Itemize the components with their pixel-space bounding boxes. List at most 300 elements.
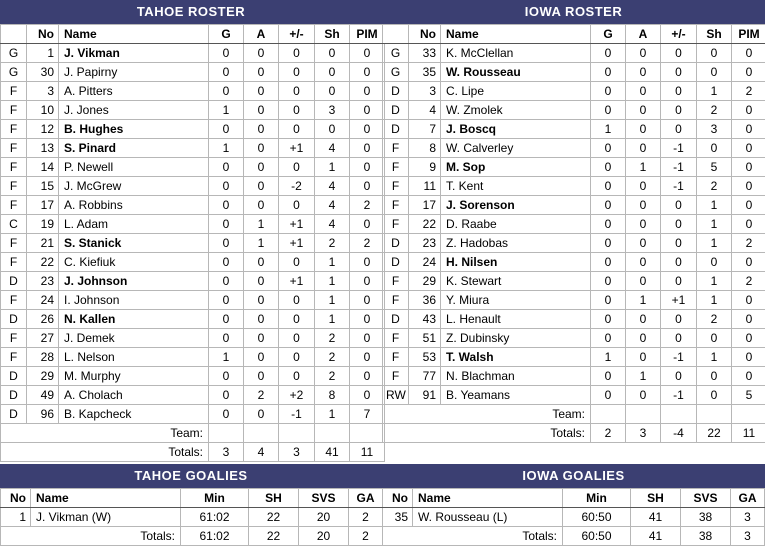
table-row[interactable] [383,272,765,291]
iowa-goalies-header-row [383,489,765,508]
table-row[interactable] [1,329,385,348]
player-position: C [1,215,27,234]
player-name: S. Pinard [59,139,209,158]
column-header-g: G [591,25,626,44]
column-header-ga: GA [731,489,765,508]
table-row[interactable] [1,367,385,386]
column-header-no: No [1,489,31,508]
player-shots: 0 [697,386,732,405]
column-header-name: Name [59,25,209,44]
player-plusminus: -1 [661,177,697,196]
player-pim: 0 [350,158,385,177]
player-name: J. McGrew [59,177,209,196]
player-position: F [1,196,27,215]
player-plusminus: +1 [661,291,697,310]
iowa-goalies-title: IOWA GOALIES [382,464,765,488]
goalie-number: 35 [383,508,413,527]
player-number: 19 [27,215,59,234]
goalie-saves: 38 [681,508,731,527]
player-pim: 0 [732,196,765,215]
goalie-row[interactable] [1,508,383,527]
player-goals: 0 [209,234,244,253]
player-plusminus: 0 [661,82,697,101]
player-shots: 1 [697,234,732,253]
goalie-totals-saves: 38 [681,527,731,546]
player-assists: 0 [244,329,279,348]
iowa-roster-table [382,24,765,443]
totals-plusminus: -4 [661,424,697,443]
player-assists: 0 [626,215,661,234]
player-goals: 1 [209,139,244,158]
table-row[interactable] [383,291,765,310]
table-row[interactable] [1,101,385,120]
player-pim: 0 [732,44,765,63]
player-name: W. Calverley [441,139,591,158]
player-pim: 0 [350,367,385,386]
player-shots: 4 [315,177,350,196]
table-row[interactable] [1,405,385,424]
goalie-shots: 41 [631,508,681,527]
player-position: F [1,329,27,348]
player-assists: 1 [244,234,279,253]
player-pim: 2 [350,234,385,253]
player-pim: 2 [732,82,765,101]
player-shots: 3 [315,101,350,120]
table-row[interactable] [383,120,765,139]
player-pim: 0 [350,177,385,196]
player-assists: 0 [244,272,279,291]
player-name: J. Sorenson [441,196,591,215]
team-pim [732,405,765,424]
player-number: 43 [409,310,441,329]
player-pim: 5 [732,386,765,405]
player-assists: 0 [244,310,279,329]
player-number: 14 [27,158,59,177]
player-plusminus: 0 [279,120,315,139]
player-goals: 0 [591,196,626,215]
column-header-plusminus: +/- [279,25,315,44]
player-shots: 8 [315,386,350,405]
player-pim: 0 [350,63,385,82]
player-goals: 0 [591,101,626,120]
table-row[interactable] [1,177,385,196]
player-name: A. Robbins [59,196,209,215]
player-assists: 1 [244,215,279,234]
table-row[interactable] [383,196,765,215]
player-pim: 0 [350,120,385,139]
player-plusminus: 0 [279,158,315,177]
player-shots: 1 [697,215,732,234]
player-assists: 0 [244,367,279,386]
goalie-minutes: 61:02 [181,508,249,527]
player-plusminus: +1 [279,272,315,291]
totals-label: Totals: [1,443,209,462]
player-name: H. Nilsen [441,253,591,272]
table-row[interactable] [383,63,765,82]
player-position: F [1,120,27,139]
player-name: J. Jones [59,101,209,120]
goalie-totals-shots: 41 [631,527,681,546]
player-plusminus: -1 [661,386,697,405]
player-goals: 0 [209,367,244,386]
table-row[interactable] [1,63,385,82]
player-name: A. Cholach [59,386,209,405]
table-row[interactable] [383,234,765,253]
team-shots [315,424,350,443]
column-header-pim: PIM [732,25,765,44]
player-shots: 0 [315,44,350,63]
totals-shots: 22 [697,424,732,443]
player-goals: 0 [591,139,626,158]
table-row[interactable] [383,44,765,63]
player-pim: 0 [732,310,765,329]
tahoe-roster-table [0,24,385,462]
table-row[interactable] [1,215,385,234]
iowa-goalies-block [382,464,765,546]
player-position: F [1,82,27,101]
player-pim: 0 [732,329,765,348]
goalie-totals-shots: 22 [249,527,299,546]
player-number: 3 [27,82,59,101]
tahoe-roster-title: TAHOE ROSTER [0,0,382,24]
player-number: 13 [27,139,59,158]
player-name: W. Rousseau [441,63,591,82]
table-row[interactable] [383,386,765,405]
column-header-g: G [209,25,244,44]
player-number: 30 [27,63,59,82]
player-pim: 0 [732,367,765,386]
player-number: 4 [409,101,441,120]
player-shots: 2 [315,234,350,253]
player-position: F [383,348,409,367]
table-row[interactable] [1,158,385,177]
player-assists: 0 [244,348,279,367]
column-header-sh: Sh [315,25,350,44]
player-goals: 1 [209,348,244,367]
table-row[interactable] [383,177,765,196]
totals-pim: 11 [350,443,385,462]
player-assists: 0 [626,44,661,63]
player-position: D [383,234,409,253]
player-plusminus: -1 [661,158,697,177]
player-plusminus: 0 [661,101,697,120]
player-shots: 2 [697,310,732,329]
table-row[interactable] [383,158,765,177]
player-plusminus: -2 [279,177,315,196]
player-number: 91 [409,386,441,405]
table-row[interactable] [383,329,765,348]
player-plusminus: 0 [661,44,697,63]
player-name: B. Yeamans [441,386,591,405]
player-position: F [1,291,27,310]
player-assists: 0 [626,177,661,196]
goalie-totals-goals-against: 3 [731,527,765,546]
player-number: 24 [409,253,441,272]
table-row[interactable] [1,44,385,63]
player-name: J. Vikman [59,44,209,63]
player-pim: 0 [350,272,385,291]
player-number: 29 [27,367,59,386]
goalies-section [0,464,765,546]
totals-assists: 3 [626,424,661,443]
player-plusminus: 0 [661,367,697,386]
player-position: F [1,158,27,177]
player-plusminus: +2 [279,386,315,405]
table-row[interactable] [1,120,385,139]
player-plusminus: -1 [661,139,697,158]
player-name: S. Stanick [59,234,209,253]
table-row[interactable] [1,139,385,158]
player-goals: 0 [591,158,626,177]
totals-row [383,424,765,443]
player-name: M. Murphy [59,367,209,386]
player-position: D [1,367,27,386]
player-number: 11 [409,177,441,196]
table-row[interactable] [383,310,765,329]
player-plusminus: 0 [279,310,315,329]
player-shots: 0 [697,253,732,272]
player-pim: 0 [732,348,765,367]
player-pim: 2 [350,196,385,215]
player-assists: 0 [626,329,661,348]
table-row[interactable] [383,367,765,386]
iowa-goalies-table [382,488,765,546]
player-goals: 0 [591,253,626,272]
team-goals [591,405,626,424]
table-row[interactable] [1,310,385,329]
player-position: F [1,101,27,120]
player-pim: 0 [732,63,765,82]
column-header-name: Name [31,489,181,508]
player-plusminus: +1 [279,139,315,158]
player-plusminus: -1 [661,348,697,367]
totals-assists: 4 [244,443,279,462]
column-header-min: Min [181,489,249,508]
player-goals: 0 [209,386,244,405]
table-row[interactable] [1,82,385,101]
player-name: L. Adam [59,215,209,234]
player-shots: 2 [315,348,350,367]
table-row[interactable] [1,348,385,367]
player-number: 3 [409,82,441,101]
table-row[interactable] [383,215,765,234]
player-name: Y. Miura [441,291,591,310]
player-goals: 1 [591,348,626,367]
player-number: 22 [27,253,59,272]
player-number: 33 [409,44,441,63]
goalie-row[interactable] [383,508,765,527]
tahoe-roster-header-row [1,25,385,44]
table-row[interactable] [1,234,385,253]
player-number: 51 [409,329,441,348]
player-position: F [1,177,27,196]
player-goals: 0 [209,215,244,234]
player-name: B. Hughes [59,120,209,139]
player-goals: 0 [209,329,244,348]
player-number: 23 [409,234,441,253]
player-assists: 0 [244,158,279,177]
player-plusminus: -1 [279,405,315,424]
player-shots: 2 [697,177,732,196]
player-number: 77 [409,367,441,386]
player-assists: 1 [626,158,661,177]
goalie-shots: 22 [249,508,299,527]
column-header-min: Min [563,489,631,508]
player-position: F [383,215,409,234]
goalie-saves: 20 [299,508,349,527]
player-name: N. Kallen [59,310,209,329]
player-pim: 0 [732,291,765,310]
goalie-minutes: 60:50 [563,508,631,527]
player-goals: 1 [591,120,626,139]
player-pim: 0 [732,101,765,120]
team-assists [244,424,279,443]
table-row[interactable] [1,386,385,405]
team-plusminus [661,405,697,424]
player-assists: 0 [626,386,661,405]
player-goals: 0 [591,82,626,101]
player-position: F [1,139,27,158]
player-number: 27 [27,329,59,348]
player-goals: 0 [209,177,244,196]
player-plusminus: 0 [661,310,697,329]
player-pim: 0 [732,215,765,234]
player-name: C. Lipe [441,82,591,101]
table-row[interactable] [1,272,385,291]
player-assists: 0 [244,44,279,63]
player-position: F [383,158,409,177]
player-name: L. Nelson [59,348,209,367]
totals-pim: 11 [732,424,765,443]
column-header-position [1,25,27,44]
player-name: W. Zmolek [441,101,591,120]
player-goals: 0 [591,386,626,405]
player-goals: 0 [591,44,626,63]
player-position: G [1,63,27,82]
player-plusminus: 0 [279,63,315,82]
player-goals: 0 [591,291,626,310]
column-header-sh: SH [249,489,299,508]
player-assists: 0 [626,348,661,367]
player-number: 9 [409,158,441,177]
totals-plusminus: 3 [279,443,315,462]
player-number: 1 [27,44,59,63]
player-plusminus: 0 [279,44,315,63]
player-shots: 1 [697,196,732,215]
tahoe-goalies-table [0,488,383,546]
tahoe-goalies-block [0,464,382,546]
player-assists: 0 [244,291,279,310]
player-name: L. Henault [441,310,591,329]
player-assists: 0 [244,139,279,158]
player-pim: 0 [350,310,385,329]
goalie-totals-row [383,527,765,546]
totals-shots: 41 [315,443,350,462]
player-shots: 0 [697,367,732,386]
player-shots: 1 [315,272,350,291]
column-header-a: A [626,25,661,44]
player-assists: 0 [244,120,279,139]
table-row[interactable] [383,82,765,101]
table-row[interactable] [383,139,765,158]
table-row[interactable] [1,291,385,310]
player-position: F [383,177,409,196]
player-name: J. Papirny [59,63,209,82]
table-row[interactable] [383,101,765,120]
player-name: T. Kent [441,177,591,196]
player-shots: 1 [697,272,732,291]
team-goals [209,424,244,443]
player-position: D [383,82,409,101]
player-number: 12 [27,120,59,139]
player-position: F [1,348,27,367]
player-position: G [1,44,27,63]
player-goals: 0 [209,82,244,101]
player-position: F [383,196,409,215]
player-goals: 0 [591,215,626,234]
player-goals: 0 [209,405,244,424]
player-pim: 0 [350,291,385,310]
team-pim [350,424,385,443]
column-header-no: No [383,489,413,508]
iowa-roster-header-row [383,25,765,44]
player-number: 24 [27,291,59,310]
player-shots: 0 [315,120,350,139]
player-plusminus: 0 [661,234,697,253]
player-position: D [1,386,27,405]
player-name: M. Sop [441,158,591,177]
player-goals: 0 [591,272,626,291]
team-label: Team: [1,424,209,443]
player-pim: 0 [350,386,385,405]
player-position: G [383,63,409,82]
player-plusminus: 0 [279,329,315,348]
player-plusminus: 0 [279,291,315,310]
player-plusminus: 0 [661,120,697,139]
column-header-name: Name [413,489,563,508]
team-shots [697,405,732,424]
player-shots: 4 [315,196,350,215]
player-name: J. Johnson [59,272,209,291]
player-plusminus: 0 [279,367,315,386]
column-header-ga: GA [349,489,383,508]
player-goals: 0 [209,63,244,82]
player-shots: 1 [315,310,350,329]
table-row[interactable] [1,196,385,215]
player-assists: 0 [244,196,279,215]
player-name: C. Kiefiuk [59,253,209,272]
player-number: 17 [409,196,441,215]
column-header-a: A [244,25,279,44]
column-header-sh: SH [631,489,681,508]
player-pim: 0 [350,329,385,348]
table-row[interactable] [383,348,765,367]
player-plusminus: 0 [279,348,315,367]
player-number: 53 [409,348,441,367]
goalie-number: 1 [1,508,31,527]
table-row[interactable] [383,253,765,272]
player-position: D [1,310,27,329]
goalie-goals-against: 2 [349,508,383,527]
column-header-no: No [27,25,59,44]
table-row[interactable] [1,253,385,272]
column-header-svs: SVS [299,489,349,508]
player-goals: 0 [209,120,244,139]
player-pim: 0 [350,253,385,272]
player-plusminus: +1 [279,234,315,253]
player-shots: 0 [697,329,732,348]
goalie-totals-minutes: 61:02 [181,527,249,546]
